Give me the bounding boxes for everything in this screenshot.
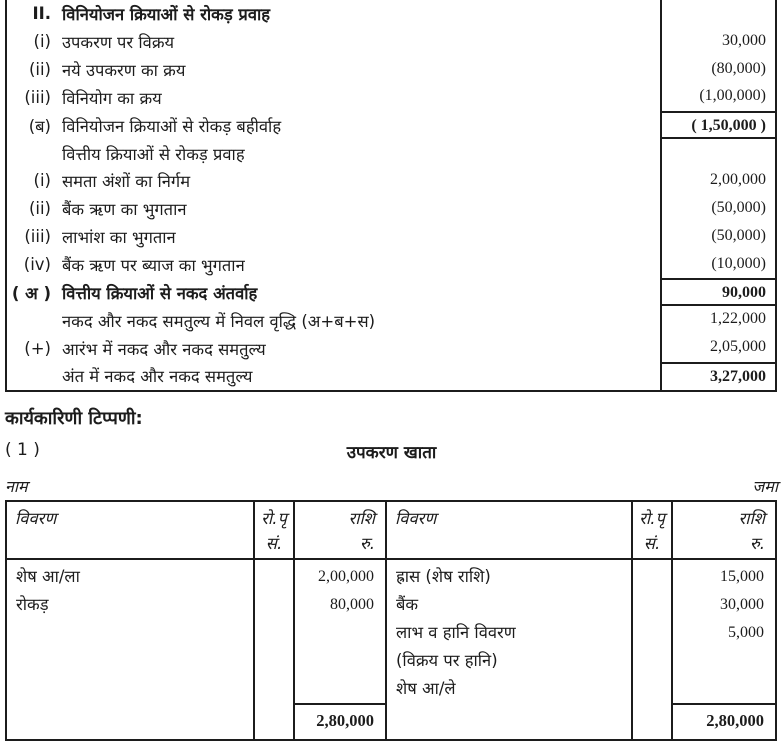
ledger-particulars: ह्रास (शेष राशि) <box>396 567 491 586</box>
cash-flow-row <box>7 56 775 84</box>
cash-flow-row <box>7 139 775 167</box>
ledger-amount <box>673 647 775 675</box>
header-cr-folio-line1: रो.पृ <box>639 509 665 528</box>
row-amount: 90,000 <box>660 278 775 306</box>
header-dr-amount-line2: रु. <box>359 534 375 553</box>
row-label: बैंक ऋण का भुगतान <box>62 200 187 220</box>
cash-flow-row <box>7 251 775 279</box>
cash-flow-row <box>7 334 775 362</box>
header-dr-amount-line1: राशि <box>348 509 375 528</box>
row-prefix: (iii) <box>24 227 51 247</box>
row-label: नकद और नकद समतुल्य में निवल वृद्धि (अ+ब+स) <box>62 311 376 331</box>
row-amount: (50,000) <box>660 195 775 223</box>
account-title: उपकरण खाता <box>346 443 437 463</box>
cash-flow-row <box>7 83 775 111</box>
cr-folio-column <box>631 560 671 703</box>
row-prefix: ( अ ) <box>11 283 51 303</box>
row-description <box>7 167 660 195</box>
row-prefix: II. <box>32 4 51 24</box>
row-prefix: (ब) <box>28 116 51 136</box>
ledger-particulars: रोकड़ <box>16 595 49 614</box>
row-label: अंत में नकद और नकद समतुल्य <box>62 367 253 387</box>
cash-flow-row <box>7 0 775 28</box>
ledger-amount: 5,000 <box>728 624 764 641</box>
cash-flow-row <box>7 111 775 139</box>
dr-particulars-column <box>7 560 253 703</box>
total-dr-amount: 2,80,000 <box>293 703 385 739</box>
row-amount: ( 1,50,000 ) <box>660 111 775 139</box>
ledger-particulars <box>7 647 253 675</box>
ledger-total-row <box>7 703 775 739</box>
row-prefix: (ii) <box>28 60 51 80</box>
cash-flow-row <box>7 362 775 390</box>
row-description <box>7 0 660 28</box>
header-cr-folio-line2: सं. <box>643 534 661 553</box>
row-amount: 3,27,000 <box>660 362 775 390</box>
header-dr-folio-line1: रो.पृ <box>261 509 287 528</box>
cash-flow-table <box>5 0 777 392</box>
row-amount: (10,000) <box>660 251 775 279</box>
total-cr-particulars-cell <box>385 703 631 739</box>
header-dr-particulars: विवरण <box>15 509 57 528</box>
cash-flow-row <box>7 223 775 251</box>
row-description <box>7 56 660 84</box>
row-amount: 30,000 <box>660 28 775 56</box>
note-title-line <box>5 440 778 466</box>
row-label: वित्तीय क्रियाओं से नकद अंतर्वाह <box>62 283 258 303</box>
row-prefix: (iv) <box>23 254 51 274</box>
row-label: विनियोग का क्रय <box>62 88 162 108</box>
row-label: नये उपकरण का क्रय <box>62 61 186 81</box>
row-amount: 1,22,000 <box>660 306 775 334</box>
row-label: विनियोजन क्रियाओं से रोकड़ बहीर्वाह <box>62 116 282 136</box>
row-label: समता अंशों का निर्गम <box>62 172 191 192</box>
ledger-body <box>7 560 775 703</box>
row-description <box>7 223 660 251</box>
cash-flow-row <box>7 306 775 334</box>
row-description <box>7 334 660 362</box>
row-amount: (1,00,000) <box>660 83 775 111</box>
note-number: ( 1 ) <box>5 440 40 460</box>
header-dr-folio <box>253 502 293 558</box>
header-dr-amount <box>293 502 385 558</box>
row-label: आरंभ में नकद और नकद समतुल्य <box>62 339 266 359</box>
row-description <box>7 251 660 279</box>
total-cr-amount: 2,80,000 <box>671 703 775 739</box>
ledger-particulars: लाभ व हानि विवरण <box>396 623 516 642</box>
credit-side-label: जमा <box>752 477 778 496</box>
row-description <box>7 28 660 56</box>
row-label: वित्तीय क्रियाओं से रोकड़ प्रवाह <box>62 144 245 164</box>
row-description <box>7 83 660 111</box>
row-prefix: (iii) <box>24 87 51 107</box>
working-notes-heading: कार्यकारिणी टिप्पणी: <box>5 408 143 429</box>
total-cr-folio-cell <box>631 703 671 739</box>
row-prefix: (i) <box>33 171 51 191</box>
ledger-particulars: शेष आ/ला <box>16 567 80 586</box>
ledger-particulars <box>7 619 253 647</box>
ledger-amount: 30,000 <box>720 596 764 613</box>
row-prefix: (i) <box>33 32 51 52</box>
dr-amount-column <box>293 560 385 703</box>
ledger-amount <box>295 675 385 703</box>
row-prefix: (+) <box>24 338 51 358</box>
cash-flow-row <box>7 167 775 195</box>
row-description <box>7 195 660 223</box>
header-cr-amount-line1: राशि <box>738 509 765 528</box>
ledger-particulars <box>7 675 253 703</box>
cash-flow-row <box>7 28 775 56</box>
ledger-particulars: बैंक <box>396 595 419 614</box>
row-description <box>7 139 660 167</box>
row-amount: 2,05,000 <box>660 334 775 362</box>
ledger-header-row <box>7 502 775 560</box>
ledger-amount: 80,000 <box>330 596 374 613</box>
total-dr-folio-cell <box>253 703 293 739</box>
debit-side-label: नाम <box>5 477 28 496</box>
row-description <box>7 306 660 334</box>
row-description <box>7 111 660 139</box>
header-cr-particulars: विवरण <box>385 502 631 558</box>
equipment-ledger-table <box>5 500 777 741</box>
row-amount <box>660 139 775 167</box>
dr-folio-column <box>253 560 293 703</box>
row-amount <box>660 0 775 28</box>
header-cr-folio <box>631 502 671 558</box>
row-prefix: (ii) <box>28 199 51 219</box>
cash-flow-row <box>7 195 775 223</box>
row-label: विनियोजन क्रियाओं से रोकड़ प्रवाह <box>62 5 271 25</box>
row-amount: 2,00,000 <box>660 167 775 195</box>
header-cr-amount <box>671 502 775 558</box>
dr-cr-line <box>5 475 778 497</box>
cr-amount-column <box>671 560 775 703</box>
ledger-amount: 15,000 <box>720 568 764 585</box>
row-amount: (80,000) <box>660 56 775 84</box>
ledger-amount <box>295 619 385 647</box>
ledger-amount <box>673 675 775 703</box>
row-label: उपकरण पर विक्रय <box>62 33 175 53</box>
header-cr-amount-line2: रु. <box>749 534 765 553</box>
row-label: बैंक ऋण पर ब्याज का भुगतान <box>62 255 245 275</box>
ledger-amount <box>295 647 385 675</box>
header-dr-folio-line2: सं. <box>265 534 283 553</box>
row-label: लाभांश का भुगतान <box>62 228 176 248</box>
ledger-amount: 2,00,000 <box>318 568 374 585</box>
row-description <box>7 362 660 390</box>
total-dr-particulars-cell <box>7 703 253 739</box>
ledger-particulars: (विक्रय पर हानि) <box>396 651 498 670</box>
ledger-particulars: शेष आ/ले <box>396 679 456 698</box>
cr-particulars-column <box>385 560 631 703</box>
row-description <box>7 278 660 306</box>
cash-flow-row <box>7 278 775 306</box>
row-amount: (50,000) <box>660 223 775 251</box>
